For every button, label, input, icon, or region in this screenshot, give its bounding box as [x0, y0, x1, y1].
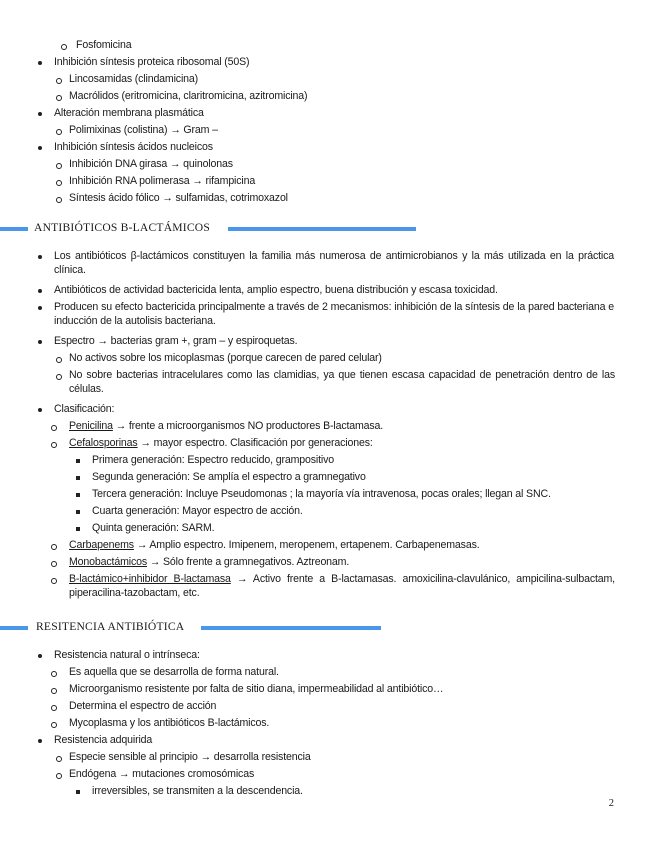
term-penicilina: Penicilina — [69, 420, 113, 432]
list-bullet — [51, 561, 57, 567]
list-item: Lincosamidas (clindamicina) — [69, 73, 199, 85]
list-item: No activos sobre los micoplasmas (porque carecen de pared celular) — [69, 352, 382, 364]
list-item: Inhibición RNA polimerasa → rifampicina — [69, 175, 256, 187]
list-bullet — [51, 671, 57, 677]
list-bullet — [76, 493, 80, 497]
list-item: Tercera generación: Incluye Pseudomonas ; la mayoría vía intravenosa, pocas orales; llegan al SNC. — [92, 488, 551, 500]
section-header-betalactams — [0, 221, 655, 235]
list-item — [69, 572, 615, 600]
list-bullet — [51, 442, 57, 448]
term-carbapenems: Carbapenems — [69, 539, 134, 551]
term-inhibidor: B-lactámico+inhibidor B-lactamasa — [69, 573, 231, 585]
term-description: → Activo frente a B-lactamasas. amoxicilina-clavulánico, ampicilina-sulbactam, piperacilina-tazobactam, etc. — [69, 573, 615, 599]
section-bar-left — [0, 227, 28, 231]
list-item: Endógena → mutaciones cromosómicas — [69, 768, 255, 780]
list-item: Microorganismo resistente por falta de sitio diana, impermeabilidad al antibiótico… — [69, 683, 444, 695]
list-item: Mycoplasma y los antibióticos B-lactámicos. — [69, 717, 270, 729]
list-bullet — [56, 773, 62, 779]
list-item: Antibióticos de actividad bactericida lenta, amplio espectro, buena distribución y escasa toxicidad. — [54, 284, 498, 296]
term-monobactamicos: Monobactámicos — [69, 556, 147, 568]
list-item: Polimixinas (colistina) → Gram – — [69, 124, 218, 136]
list-bullet — [51, 425, 57, 431]
list-item: Resistencia natural o intrínseca: — [54, 649, 200, 661]
list-bullet — [61, 44, 67, 50]
term-cefalosporinas: Cefalosporinas — [69, 437, 138, 449]
list-item: Producen su efecto bactericida principalmente a través de 2 mecanismos: inhibición de la síntesis de la pared bacteriana e inducción de la autolisis bacteriana. — [54, 301, 614, 327]
list-bullet — [56, 357, 62, 363]
list-item: Quinta generación: SARM. — [92, 522, 215, 534]
list-bullet — [56, 129, 62, 135]
list-bullet — [51, 722, 57, 728]
list-bullet — [56, 180, 62, 186]
list-bullet — [51, 688, 57, 694]
list-item — [69, 555, 349, 569]
list-bullet — [76, 527, 80, 531]
list-bullet — [38, 739, 42, 743]
list-item: Primera generación: Espectro reducido, grampositivo — [92, 454, 335, 466]
list-item: Alteración membrana plasmática — [54, 107, 204, 119]
list-bullet — [76, 510, 80, 514]
list-bullet — [76, 790, 80, 794]
list-bullet — [56, 756, 62, 762]
section-title: ANTIBIÓTICOS B-LACTÁMICOS — [34, 221, 211, 234]
list-bullet — [38, 112, 42, 116]
term-description: → mayor espectro. Clasificación por generaciones: — [137, 437, 373, 449]
list-bullet — [56, 374, 62, 380]
list-item: Segunda generación: Se amplía el espectro a gramnegativo — [92, 471, 366, 483]
list-bullet — [76, 459, 80, 463]
term-description: → Sólo frente a gramnegativos. Aztreonam. — [146, 556, 350, 568]
list-bullet — [38, 146, 42, 150]
list-item: Macrólidos (eritromicina, claritromicina, azitromicina) — [69, 90, 308, 102]
section-bar-right — [228, 227, 416, 231]
list-bullet — [38, 61, 42, 65]
list-bullet — [38, 340, 42, 344]
list-item: Inhibición síntesis proteica ribosomal (50S) — [54, 56, 250, 68]
list-item: Cuarta generación: Mayor espectro de acción. — [92, 505, 303, 517]
section-title: RESITENCIA ANTIBIÓTICA — [36, 620, 185, 633]
section-bar-left — [0, 626, 28, 630]
term-description: → frente a microorganismos NO productores B-lactamasa. — [112, 420, 384, 432]
list-item — [69, 419, 383, 433]
list-item: Es aquella que se desarrolla de forma natural. — [69, 666, 279, 678]
list-item: Síntesis ácido fólico → sulfamidas, cotrimoxazol — [69, 192, 288, 204]
list-item — [69, 436, 373, 450]
section-header-resistance — [0, 620, 655, 634]
list-item: Especie sensible al principio → desarrolla resistencia — [69, 751, 311, 763]
list-item: Los antibióticos β-lactámicos constituyen la familia más numerosa de antimicrobianos y la más utilizada en la práctica clínica. — [54, 250, 614, 276]
list-bullet — [38, 289, 42, 293]
page-number: 2 — [608, 798, 614, 809]
list-bullet — [38, 654, 42, 658]
list-bullet — [76, 476, 80, 480]
list-item: Clasificación: — [54, 403, 115, 415]
list-bullet — [38, 306, 42, 310]
list-bullet — [51, 705, 57, 711]
list-item: Fosfomicina — [76, 39, 132, 51]
list-item: irreversibles, se transmiten a la descendencia. — [92, 785, 303, 797]
list-item: Inhibición síntesis ácidos nucleicos — [54, 141, 213, 153]
list-item — [69, 538, 480, 552]
term-description: → Amplio espectro. Imipenem, meropenem, ertapenem. Carbapenemasas. — [133, 539, 480, 551]
list-bullet — [51, 544, 57, 550]
list-bullet — [56, 95, 62, 101]
section-bar-right — [201, 626, 381, 630]
list-bullet — [56, 78, 62, 84]
list-item: No sobre bacterias intracelulares como las clamidias, ya que tienen escasa capacidad de penetración dentro de las células. — [69, 369, 615, 395]
list-bullet — [51, 578, 57, 584]
list-bullet — [38, 255, 42, 259]
list-bullet — [56, 197, 62, 203]
list-item: Determina el espectro de acción — [69, 700, 217, 712]
list-item: Resistencia adquirida — [54, 734, 153, 746]
list-item: Inhibición DNA girasa → quinolonas — [69, 158, 233, 170]
list-item: Espectro → bacterias gram +, gram – y espiroquetas. — [54, 335, 298, 347]
list-bullet — [56, 163, 62, 169]
list-bullet — [38, 408, 42, 412]
